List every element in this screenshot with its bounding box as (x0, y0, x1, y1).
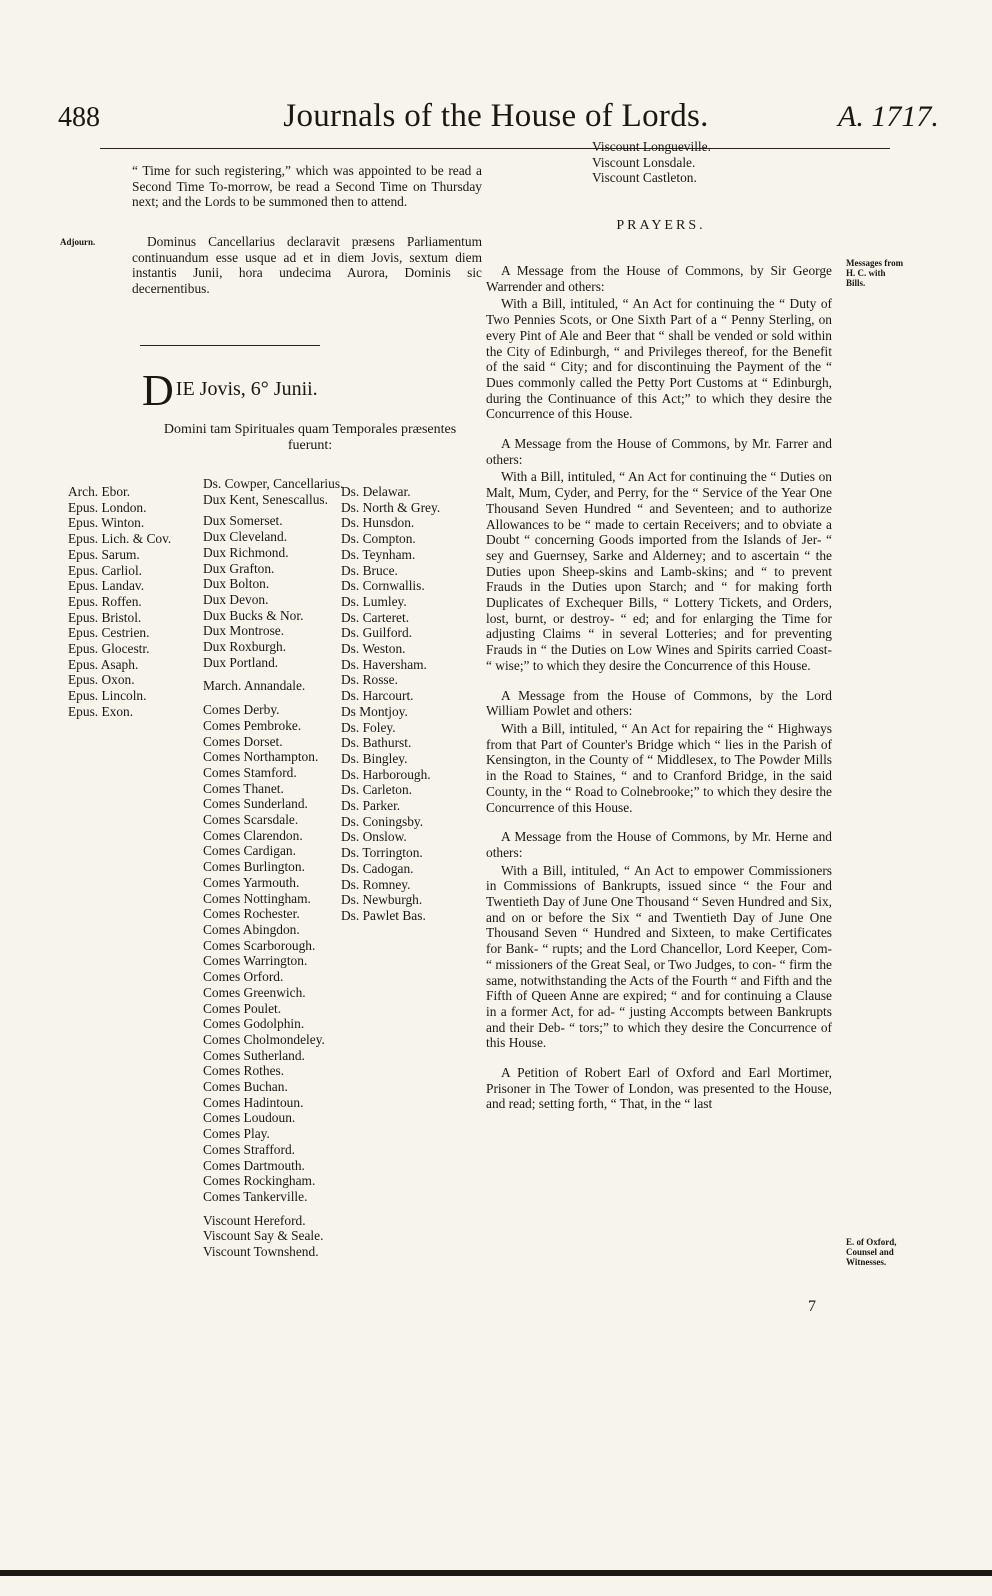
lord-name: Ds. Carteret. (341, 609, 410, 625)
lord-name: Dux Kent, Senescallus. (203, 491, 328, 507)
lord-name: Comes Nottingham. (203, 890, 311, 906)
lord-name: Comes Poulet. (203, 1000, 282, 1016)
die-heading-text: IE Jovis, 6° Junii. (175, 378, 318, 400)
lord-name: Dux Devon. (203, 591, 269, 607)
page-year: A. 1717. (838, 100, 939, 133)
lord-name: Viscount Lonsdale. (592, 154, 696, 170)
lord-name: Viscount Townshend. (203, 1244, 319, 1260)
lord-name: Comes Dartmouth. (203, 1157, 305, 1173)
lord-name: Comes Burlington. (203, 859, 305, 875)
page-number: 488 (58, 102, 100, 133)
lord-name: Viscount Longueville. (592, 139, 711, 154)
lord-name: Epus. Bristol. (68, 609, 142, 625)
lord-name: Ds. Bruce. (341, 562, 398, 578)
lord-name: Epus. Carliol. (68, 562, 143, 578)
page-title: Journals of the House of Lords. (283, 98, 709, 134)
domini-heading: Domini tam Spirituales quam Temporales præsentes fuerunt: (163, 422, 457, 453)
message-3-body: With a Bill, intituled, “ An Act for repairing the “ Highways from that Part of Counter's Bridge which “ lies in the Parish of Kensington, in the County of “ Middlesex, to The Powder Mills in the Road to Staines, “ and to Cranford Bridge, in the said County, in the “ Road to Colnebrooke;” to which they desire the Concurrence of this House. (486, 720, 832, 815)
lord-name: Dux Roxburgh. (203, 639, 287, 655)
lord-name: Comes Clarendon. (203, 827, 303, 843)
lord-name: Comes Dorset. (203, 733, 283, 749)
lord-name: Dux Bolton. (203, 576, 270, 592)
lord-name: Comes Pembroke. (203, 717, 302, 733)
die-heading (142, 366, 482, 415)
lord-name: Ds. North & Grey. (341, 499, 441, 515)
message-3-intro: A Message from the House of Commons, by the Lord William Powlet and others: (486, 687, 832, 719)
message-1-intro: A Message from the House of Commons, by Sir George Warrender and others: (486, 263, 832, 294)
catchword: 7 (808, 1298, 816, 1315)
lord-name: Comes Scarborough. (203, 937, 316, 953)
lord-name: Comes Strafford. (203, 1141, 295, 1157)
lord-name: Comes Orford. (203, 969, 284, 985)
right-viscounts-list (592, 139, 711, 186)
lord-name: Comes Cardigan. (203, 843, 296, 859)
lord-name: Comes Sunderland. (203, 796, 308, 812)
lord-name: Ds. Cadogan. (341, 860, 414, 876)
lord-name: Ds. Compton. (341, 531, 416, 547)
lord-name: Ds. Hunsdon. (341, 515, 415, 531)
lord-name: Comes Scarsdale. (203, 812, 299, 828)
lord-name: Comes Derby. (203, 702, 280, 718)
adjourn-margin-note: Adjourn. (60, 237, 96, 247)
lord-name: Ds. Harcourt. (341, 688, 414, 704)
lord-name: Dux Montrose. (203, 623, 285, 639)
lord-name: Viscount Castleton. (592, 170, 697, 186)
lord-name: Ds. Pawlet Bas. (341, 907, 426, 923)
lord-name: Comes Rochester. (203, 906, 300, 922)
lord-name: Arch. Ebor. (68, 484, 131, 499)
lord-name: Ds. Torrington. (341, 845, 423, 861)
lord-name: Ds. Bathurst. (341, 735, 412, 751)
lord-name: Dux Cleveland. (203, 529, 288, 545)
lord-name: Epus. London. (68, 499, 147, 515)
lord-name: Ds. Coningsby. (341, 813, 424, 829)
lord-name: Dux Richmond. (203, 544, 289, 560)
lord-name: Epus. Winton. (68, 515, 145, 531)
lord-name: Epus. Oxon. (68, 672, 135, 688)
lord-name: Comes Hadintoun. (203, 1094, 304, 1110)
lord-name: Dux Portland. (203, 654, 279, 670)
continuation-paragraph: “ Time for such registering,” which was appointed to be read a Second Time To-morrow, be read a Second Time on Thursday next; and the Lords to be summoned then to attend. (132, 163, 482, 210)
lords-list-col1 (68, 484, 171, 720)
lord-name: Comes Buchan. (203, 1079, 288, 1095)
lord-name: Comes Thanet. (203, 780, 284, 796)
adjourn-paragraph: Dominus Cancellarius declaravit præsens Parliamentum continuandum esse usque ad et in diem Jovis, sextum diem instantis Junii, hora undecima Aurora, Dominis sic decernentibus. (132, 234, 482, 297)
lord-name: Comes Tankerville. (203, 1188, 308, 1204)
lords-list-col3 (341, 484, 440, 924)
oxford-margin-note: E. of Oxford, Counsel and Witnesses. (846, 1237, 897, 1267)
lord-name: Viscount Say & Seale. (203, 1228, 324, 1244)
lord-name: Comes Abingdon. (203, 921, 300, 937)
lord-name: Comes Loudoun. (203, 1110, 296, 1126)
message-2-intro: A Message from the House of Commons, by Mr. Farrer and others: (486, 436, 832, 467)
lord-name: Ds Montjoy. (341, 703, 408, 719)
lord-name: Epus. Lich. & Cov. (68, 531, 172, 547)
lord-name: Ds. Lumley. (341, 593, 407, 609)
bottom-border (0, 1570, 992, 1576)
lords-list-col2 (203, 476, 344, 1260)
lord-name: Epus. Lincoln. (68, 688, 147, 704)
message-4-body: With a Bill, intituled, “ An Act to empower Commissioners in Commissions of Bankrupts, issued since “ the Four and Twentieth Day of June One Thousand “ Seven Hundred and Six, and on or before the Six “ and Twentieth Day of June One Thousand Seven “ Hundred and Sixteen, to make Certificates for Bank- “ rupts; and the Lord Chancellor, Lord Keeper, Com- “ missioners of the Great Seal, or Two Judges, to con- “ firm the same, notwithstanding the Acts of the Fourth “ and Fifth and the Fifth of Queen Anne are expired; “ and for continuing a Clause in a former Act, for ad- “ justing Accompts between Bankrupts and their Deb- “ tors;” to which they desire the Concurrence of this House. (486, 862, 832, 1051)
lord-name: Dux Grafton. (203, 560, 275, 576)
lord-name: Comes Cholmondeley. (203, 1031, 325, 1047)
lord-name: March. Annandale. (203, 678, 306, 694)
lord-name: Epus. Sarum. (68, 546, 140, 562)
lord-name: Ds. Guilford. (341, 625, 413, 641)
lord-name: Ds. Newburgh. (341, 892, 423, 908)
section-rule (140, 345, 320, 346)
lord-name: Ds. Teynham. (341, 546, 416, 562)
left-continuation (132, 163, 482, 224)
lord-name: Comes Sutherland. (203, 1047, 305, 1063)
lord-name: Epus. Roffen. (68, 593, 142, 609)
lord-name: Ds. Weston. (341, 641, 406, 657)
lord-name: Comes Yarmouth. (203, 874, 300, 890)
lord-name: Ds. Bingley. (341, 750, 408, 766)
lord-name: Epus. Cestrien. (68, 625, 150, 641)
lord-name: Epus. Asaph. (68, 656, 139, 672)
messages-margin-note: Messages from H. C. with Bills. (846, 258, 904, 288)
message-2-body: With a Bill, intituled, “ An Act for continuing the “ Duties on Malt, Mum, Cyder, and Perry, for the “ Service of the Year One Thousand Seven Hundred “ and Seventeen; and to authorize Allowances to be “ made to certain Receivers; and to obviate a Doubt “ concerning Goods imported from the Islands of Jer- “ sey and Guernsey, Sarke and Alderney; and to ascertain “ the Duties upon Sheep-skins and Lamb-skins; and “ to prevent Frauds in the Duties upon Starch; and “ for making forth Duplicates of Exchequer Bills, “ Lottery Tickets, and Orders, lost, burnt, or destroy- “ ed; and for enlarging the Time for adjusting Claims “ in several Lotteries; and for preventing Frauds in “ the Duties on Low Wines and Spirits carried Coast- “ wise;” to which they desire the Concurrence of this House. (486, 469, 832, 673)
message-4-intro: A Message from the House of Commons, by Mr. Herne and others: (486, 829, 832, 860)
lord-name: Epus. Glocestr. (68, 641, 150, 657)
lord-name: Dux Somerset. (203, 513, 283, 529)
lord-name: Ds. Rosse. (341, 672, 398, 688)
message-1-body: With a Bill, intituled, “ An Act for continuing the “ Duty of Two Pennies Scots, or One Sixth Part of a “ Penny Sterling, on every Pint of Ale and Beer that “ shall be vended or sold within the City of Edinburgh, “ and Privileges thereof, for the Benefit of the said “ City; and for discontinuing the Payment of the “ Dues commonly called the Petty Port Customs at “ Edinburgh, during the Continuance of this Act;” to which they desire the Concurrence of this House. (486, 296, 832, 422)
die-dropcap: D (142, 366, 174, 415)
lord-name: Comes Stamford. (203, 764, 297, 780)
lord-name: Ds. Cornwallis. (341, 578, 425, 594)
lord-name: Ds. Haversham. (341, 656, 427, 672)
petition-paragraph: A Petition of Robert Earl of Oxford and Earl Mortimer, Prisoner in The Tower of London, was presented to the House, and read; setting forth, “ That, in the “ last (486, 1065, 832, 1112)
lord-name: Comes Northampton. (203, 749, 319, 765)
lord-name: Ds. Harborough. (341, 766, 431, 782)
lord-name: Comes Rockingham. (203, 1173, 316, 1189)
adjourn-block (132, 234, 482, 311)
lord-name: Comes Godolphin. (203, 1016, 305, 1032)
lord-name: Dux Bucks & Nor. (203, 607, 304, 623)
header-rule (100, 148, 890, 149)
prayers-heading: PRAYERS. (616, 218, 706, 233)
lord-name: Epus. Exon. (68, 703, 134, 719)
lord-name: Comes Rothes. (203, 1063, 285, 1079)
lord-name: Comes Greenwich. (203, 984, 306, 1000)
lord-name: Ds. Cowper, Cancellarius. (203, 476, 344, 491)
lord-name: Ds. Delawar. (341, 484, 411, 499)
lord-name: Comes Warrington. (203, 953, 308, 969)
lord-name: Epus. Landav. (68, 578, 145, 594)
lord-name: Comes Play. (203, 1126, 270, 1142)
lord-name: Ds. Onslow. (341, 829, 407, 845)
lord-name: Ds. Parker. (341, 798, 401, 814)
lord-name: Viscount Hereford. (203, 1212, 306, 1228)
lord-name: Ds. Carleton. (341, 782, 413, 798)
right-messages (486, 263, 832, 1126)
lord-name: Ds. Foley. (341, 719, 396, 735)
lord-name: Ds. Romney. (341, 876, 411, 892)
